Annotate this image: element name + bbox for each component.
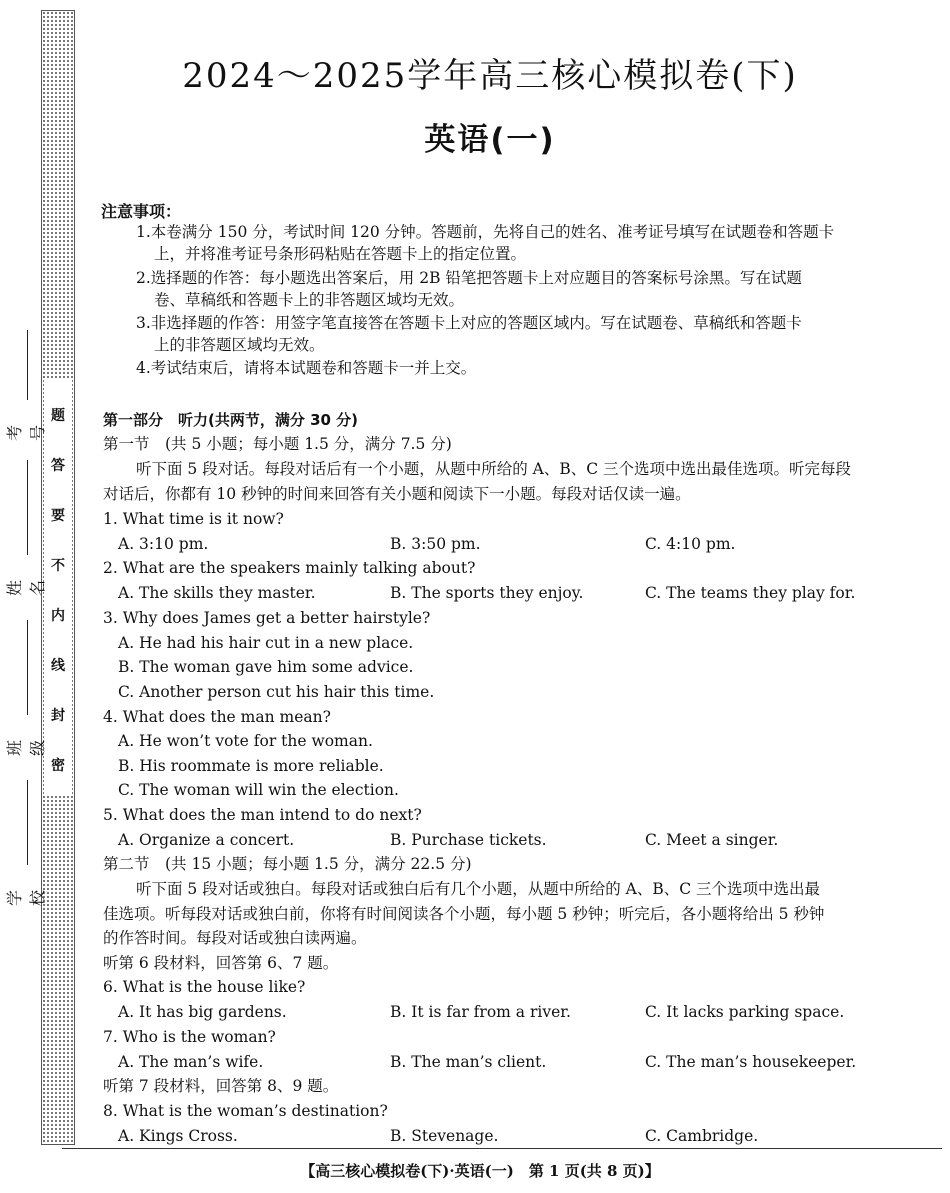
field-label: 考号 xyxy=(5,425,47,442)
page-footer: 【高三核心模拟卷(下)·英语(一) 第 1 页(共 8 页)】 xyxy=(300,1162,660,1180)
seal-area xyxy=(44,378,72,796)
question-stem: 1. What time is it now? xyxy=(103,510,284,528)
section2-intro: 佳选项。听每段对话或独白前，你将有时间阅读各个小题，每小题 5 秒钟；听完后，各小题将给出 5 秒钟 xyxy=(103,905,825,923)
section2-heading: 第二节 (共 15 小题；每小题 1.5 分，满分 22.5 分) xyxy=(103,855,472,873)
notice-line: 上，并将准考证号条形码粘贴在答题卡上的指定位置。 xyxy=(154,245,527,263)
field-label: 姓名 xyxy=(5,580,47,597)
material-note: 听第 6 段材料，回答第 6、7 题。 xyxy=(103,954,339,972)
section1-intro: 对话后，你都有 10 秒钟的时间来回答有关小题和阅读下一小题。每段对话仅读一遍。 xyxy=(103,485,691,503)
notice-line: 上的非答题区域均无效。 xyxy=(154,336,325,354)
option-c: C. 4:10 pm. xyxy=(645,535,736,553)
question-stem: 6. What is the house like? xyxy=(103,978,306,996)
option-a: A. Kings Cross. xyxy=(118,1127,238,1145)
subject-title: 英语(一) xyxy=(424,122,556,158)
question-stem: 5. What does the man intend to do next? xyxy=(103,806,422,824)
notice-heading: 注意事项： xyxy=(101,202,182,221)
option-a: A. Organize a concert. xyxy=(118,831,295,849)
seal-char: 答 xyxy=(51,458,65,474)
option-c: C. The man’s housekeeper. xyxy=(645,1053,857,1071)
section2-intro: 的作答时间。每段对话或独白读两遍。 xyxy=(103,929,367,947)
notice-line: 卷、草稿纸和答题卡上的非答题区域均无效。 xyxy=(154,291,465,309)
option-b: B. The woman gave him some advice. xyxy=(118,658,414,676)
option-c: C. Cambridge. xyxy=(645,1127,759,1145)
option-c: C. It lacks parking space. xyxy=(645,1003,845,1021)
notice-line: 3.非选择题的作答：用签字笔直接答在答题卡上对应的答题区域内。写在试题卷、草稿纸和答题卡 xyxy=(136,314,802,332)
option-c: C. Another person cut his hair this time. xyxy=(118,683,435,701)
option-b: B. It is far from a river. xyxy=(390,1003,571,1021)
question-stem: 7. Who is the woman? xyxy=(103,1028,276,1046)
option-a: A. He won’t vote for the woman. xyxy=(118,732,373,750)
question-stem: 3. Why does James get a better hairstyle? xyxy=(103,609,431,627)
material-note: 听第 7 段材料，回答第 8、9 题。 xyxy=(103,1077,339,1095)
section1-heading: 第一节 (共 5 小题；每小题 1.5 分，满分 7.5 分) xyxy=(103,435,452,453)
seal-char: 内 xyxy=(51,608,65,624)
notice-line: 2.选择题的作答：每小题选出答案后，用 2B 铅笔把答题卡上对应题目的答案标号涂黑。写在试题 xyxy=(136,269,802,287)
notice-line: 4.考试结束后，请将本试题卷和答题卡一并上交。 xyxy=(136,359,477,377)
section1-intro: 听下面 5 段对话。每段对话后有一个小题，从题中所给的 A、B、C 三个选项中选出最佳选项。听完每段 xyxy=(136,460,852,478)
option-a: A. It has big gardens. xyxy=(118,1003,287,1021)
option-b: B. The man’s client. xyxy=(390,1053,547,1071)
page-title: 2024～2025学年高三核心模拟卷(下) xyxy=(182,56,798,96)
option-a: A. The man’s wife. xyxy=(118,1053,264,1071)
seal-char: 密 xyxy=(51,758,65,774)
field-school[interactable] xyxy=(4,780,47,930)
option-a: A. 3:10 pm. xyxy=(118,535,209,553)
seal-char: 要 xyxy=(51,508,65,524)
footer-divider xyxy=(62,1148,942,1149)
notice-line: 1.本卷满分 150 分，考试时间 120 分钟。答题前，先将自己的姓名、准考证号填写在试题卷和答题卡 xyxy=(136,223,835,241)
part1-heading: 第一部分 听力(共两节，满分 30 分) xyxy=(103,411,359,429)
question-stem: 4. What does the man mean? xyxy=(103,708,331,726)
question-stem: 2. What are the speakers mainly talking about? xyxy=(103,559,476,577)
field-exam-number[interactable] xyxy=(4,330,47,450)
option-b: B. His roommate is more reliable. xyxy=(118,757,384,775)
field-class[interactable] xyxy=(4,620,47,770)
option-a: A. He had his hair cut in a new place. xyxy=(118,634,414,652)
option-a: A. The skills they master. xyxy=(118,584,316,602)
option-b: B. The sports they enjoy. xyxy=(390,584,584,602)
field-label: 班级 xyxy=(5,740,47,757)
option-c: C. The woman will win the election. xyxy=(118,781,399,799)
option-b: B. Purchase tickets. xyxy=(390,831,547,849)
question-stem: 8. What is the woman’s destination? xyxy=(103,1102,388,1120)
seal-char: 封 xyxy=(51,708,65,724)
section2-intro: 听下面 5 段对话或独白。每段对话或独白后有几个小题，从题中所给的 A、B、C 三个选项中选出最 xyxy=(136,880,821,898)
option-c: C. The teams they play for. xyxy=(645,584,856,602)
field-label: 学校 xyxy=(5,890,47,907)
field-name[interactable] xyxy=(4,460,47,610)
seal-char: 不 xyxy=(51,558,65,574)
option-c: C. Meet a singer. xyxy=(645,831,779,849)
option-b: B. Stevenage. xyxy=(390,1127,499,1145)
seal-char: 题 xyxy=(51,408,65,424)
seal-char: 线 xyxy=(51,658,65,674)
option-b: B. 3:50 pm. xyxy=(390,535,481,553)
